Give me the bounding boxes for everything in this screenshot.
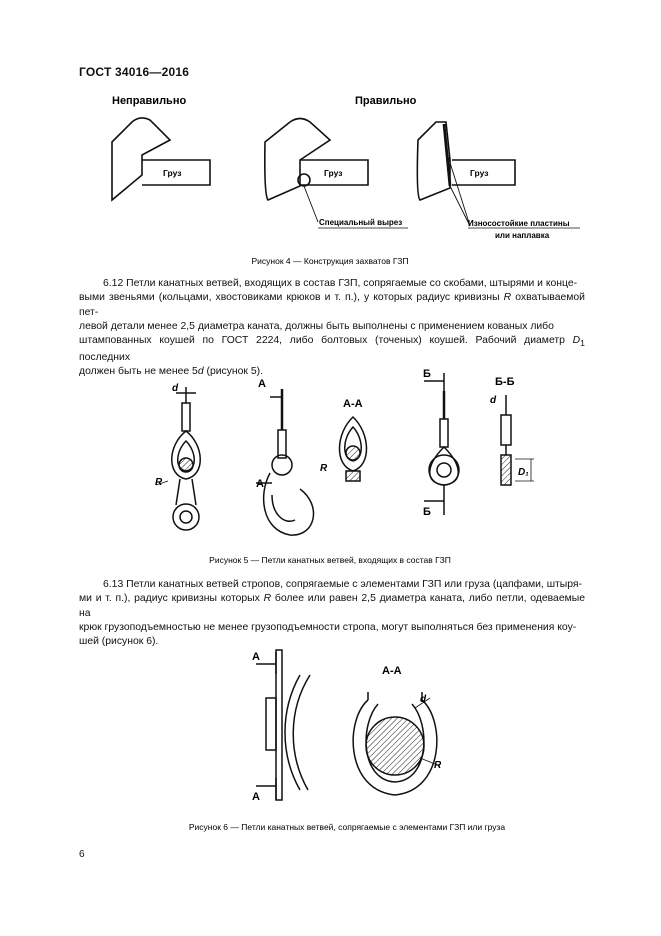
- p613-line1: 6.13 Петли канатных ветвей стропов, сопрягаемые с элементами ГЗП или груза (цапфами, штыря-: [103, 579, 583, 590]
- figure-4-caption: Рисунок 4 — Конструкция захватов ГЗП: [251, 256, 409, 266]
- fig5-d-2: d: [490, 395, 497, 406]
- label-right: Правильно: [355, 95, 417, 107]
- p612-line3: левой детали менее 2,5 диаметра каната, должны быть выполнены с применением кованых либо: [79, 320, 554, 332]
- p612-line4: штампованных коушей по ГОСТ 2224, либо болтовых (точеных) коушей. Рабочий диаметр $D_1$ последних: [79, 335, 585, 363]
- section-aa-fig6: [353, 692, 440, 795]
- fig6-AA: А-А: [382, 665, 402, 677]
- label-wrong: Неправильно: [112, 95, 187, 107]
- fig5-R-1: R: [155, 477, 163, 488]
- fig5-AA: А-А: [343, 398, 363, 410]
- fig5-BB: Б-Б: [495, 376, 515, 388]
- figure-6: [0, 640, 661, 840]
- grip-wrong: [112, 118, 210, 200]
- p612-line2: выми звеньями (кольцами, хвостовиками крюков и т. п.), у которых радиус кривизны R охватываемой пет-: [79, 292, 585, 318]
- hook: [256, 389, 313, 535]
- p612-line5: должен быть не менее 5d (рисунок 5).: [79, 365, 263, 377]
- fig6-R: R: [434, 760, 442, 771]
- fig5-B-bottom: Б: [423, 506, 431, 518]
- fig5-A-top: А: [258, 378, 266, 390]
- fig5-d-1: d: [172, 383, 179, 394]
- note-plates-line2: или наплавка: [495, 231, 550, 240]
- figure-6-caption: Рисунок 6 — Петли канатных ветвей, сопрягаемые с элементами ГЗП или груза: [188, 822, 506, 832]
- note-plates-line1: Износостойкие пластины: [468, 219, 570, 228]
- p612-line1: 6.12 Петли канатных ветвей, входящих в состав ГЗП, сопрягаемые со скобами, штырями и конце-: [103, 278, 578, 289]
- figure-4: [0, 0, 661, 270]
- section-aa: [339, 417, 366, 481]
- grip-right-1: [265, 119, 368, 223]
- p613-line3: крюк грузоподъемностью не менее грузоподъемности стропа, могут выполняться без применения коу-: [79, 621, 577, 633]
- side-view: [256, 650, 310, 800]
- figure-5-caption: Рисунок 5 — Петли канатных ветвей, входящих в состав ГЗП: [209, 555, 451, 565]
- fig5-D1: D₁: [518, 467, 529, 478]
- fig6-A-top: А: [252, 651, 260, 663]
- p613-line2: ми и т. п.), радиус кривизны которых R более или равен 2,5 диаметра каната, либо петли, одеваемые на: [79, 593, 585, 619]
- cargo-label-3: Груз: [470, 168, 489, 178]
- cargo-label-1: Груз: [163, 168, 182, 178]
- p613-line4: шей (рисунок 6).: [79, 636, 159, 648]
- paragraph-6-13: [79, 578, 585, 649]
- figure-5: [0, 355, 661, 575]
- bolted-loop: [424, 373, 459, 515]
- fig6-d: d: [420, 694, 427, 705]
- page-number: 6: [79, 849, 85, 860]
- cargo-label-2: Груз: [324, 168, 343, 178]
- fig5-B-top: Б: [423, 368, 431, 380]
- note-special-cutout: Специальный вырез: [319, 218, 403, 227]
- grip-right-2: [417, 122, 515, 226]
- thimble-loop-left: [156, 387, 200, 530]
- fig5-R-2: R: [320, 463, 328, 474]
- fig5-A-bottom: А: [256, 478, 264, 490]
- fig6-A-bottom: А: [252, 791, 260, 803]
- document-header: ГОСТ 34016—2016: [79, 65, 190, 79]
